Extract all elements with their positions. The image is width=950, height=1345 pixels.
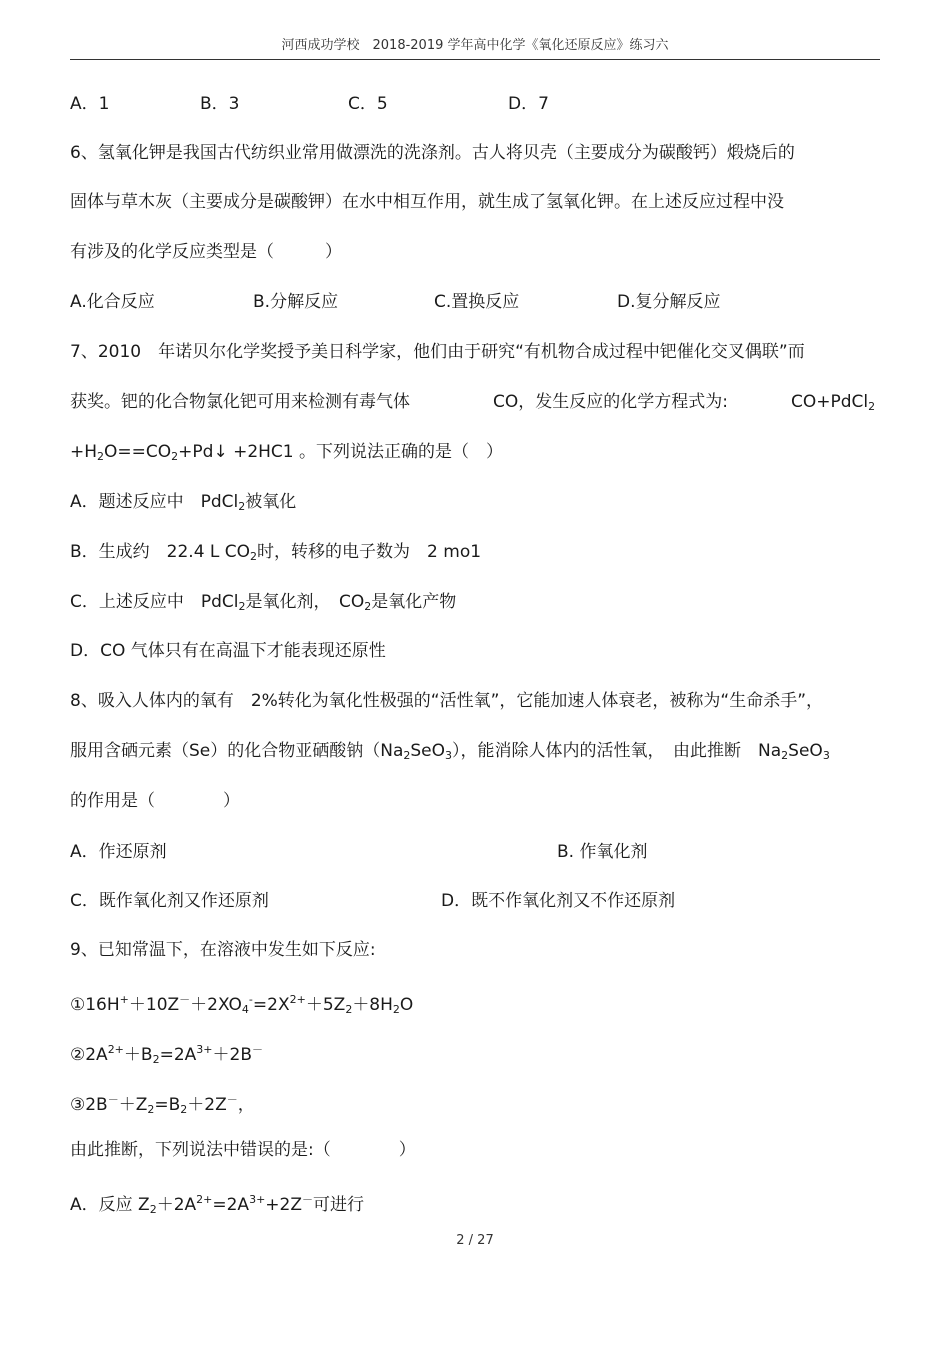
- q6-option-a: A.化合反应: [70, 292, 155, 312]
- q5-option-b: B．3: [200, 94, 240, 114]
- q7-stem-line-1: 7、2010 年诺贝尔化学奖授予美日科学家，他们由于研究“有机物合成过程中钯催化交叉偶联”而: [70, 342, 805, 362]
- q7-option-a: A．题述反应中 PdCl$_2$被氧化: [70, 492, 297, 513]
- q7-stem-line-2-part-1: 获奖。钯的化合物氯化钯可用来检测有毒气体: [70, 392, 410, 412]
- header-divider: [70, 59, 880, 60]
- q7-option-d: D．CO 气体只有在高温下才能表现还原性: [70, 641, 386, 661]
- q6-option-b: B.分解反应: [253, 292, 339, 312]
- q6-stem-line-3: 有涉及的化学反应类型是（ ）: [70, 242, 342, 262]
- q9-stem-line-5: 由此推断，下列说法中错误的是:（ ）: [70, 1140, 416, 1160]
- page-number: 2 / 27: [456, 1233, 494, 1248]
- q8-option-d: D．既不作氧化剂又不作还原剂: [441, 891, 676, 911]
- q6-option-c: C.置换反应: [434, 292, 520, 312]
- q9-reaction-3: $③2B^-+Z_2=B_2+2Z^-$，: [70, 1093, 255, 1116]
- q6-stem-line-1: 6、氢氧化钾是我国古代纺织业常用做漂洗的洗涤剂。古人将贝壳（主要成分为碳酸钙）煅烧后的: [70, 143, 795, 163]
- q5-option-a: A．1: [70, 94, 110, 114]
- q9-reaction-2: $②2A^{2+}+B_2=2A^{3+}+2B^-$: [70, 1043, 263, 1066]
- q5-option-c: C．5: [348, 94, 388, 114]
- q7-equation-start: CO+PdCl$_2$: [791, 392, 876, 413]
- q7-option-b: B．生成约 22.4 L $CO_2$时，转移的电子数为 2 mo1: [70, 542, 482, 563]
- q6-stem-line-2: 固体与草木灰（主要成分是碳酸钾）在水中相互作用，就生成了氢氧化钾。在上述反应过程中没: [70, 192, 784, 212]
- q8-option-c: C．既作氧化剂又作还原剂: [70, 891, 269, 911]
- q7-option-c: C．上述反应中 PdCl$_2$是氧化剂， $CO_2$是氧化产物: [70, 592, 457, 613]
- q9-reaction-1: $①16H^++10Z^-+2XO_4^-=2X^{2+}+5Z_2+8H_2O$: [70, 993, 414, 1016]
- q6-option-d: D.复分解反应: [617, 292, 721, 312]
- q8-option-a: A．作还原剂: [70, 842, 167, 862]
- page-header: 河西成功学校 2018-2019 学年高中化学《氧化还原反应》练习六: [281, 38, 669, 53]
- q5-option-d: D．7: [508, 94, 549, 114]
- q7-stem-line-2-part-2: CO，发生反应的化学方程式为:: [493, 392, 728, 412]
- q8-option-b: B. 作氧化剂: [557, 842, 648, 862]
- q8-stem-line-1: 8、吸入人体内的氧有 2%转化为氧化性极强的“活性氧”，它能加速人体衰老，被称为“生命杀手”，: [70, 691, 824, 711]
- q9-stem-line-1: 9、已知常温下，在溶液中发生如下反应:: [70, 940, 376, 960]
- q7-equation-line: $+H_2O==CO_2+Pd↓ +2HC1$ 。下列说法正确的是（ ）: [70, 442, 504, 463]
- q8-stem-line-3: 的作用是（ ）: [70, 791, 240, 811]
- q8-stem-line-2: 服用含硒元素（Se）的化合物亚硒酸钠$(Na_2SeO_3)$，能消除人体内的活性氧， 由此推断 $Na_2SeO_3$: [70, 741, 830, 762]
- q9-option-a: A．反应 $Z_2+2A^{2+}=2A^{3+}+2Z^-$可进行: [70, 1193, 365, 1216]
